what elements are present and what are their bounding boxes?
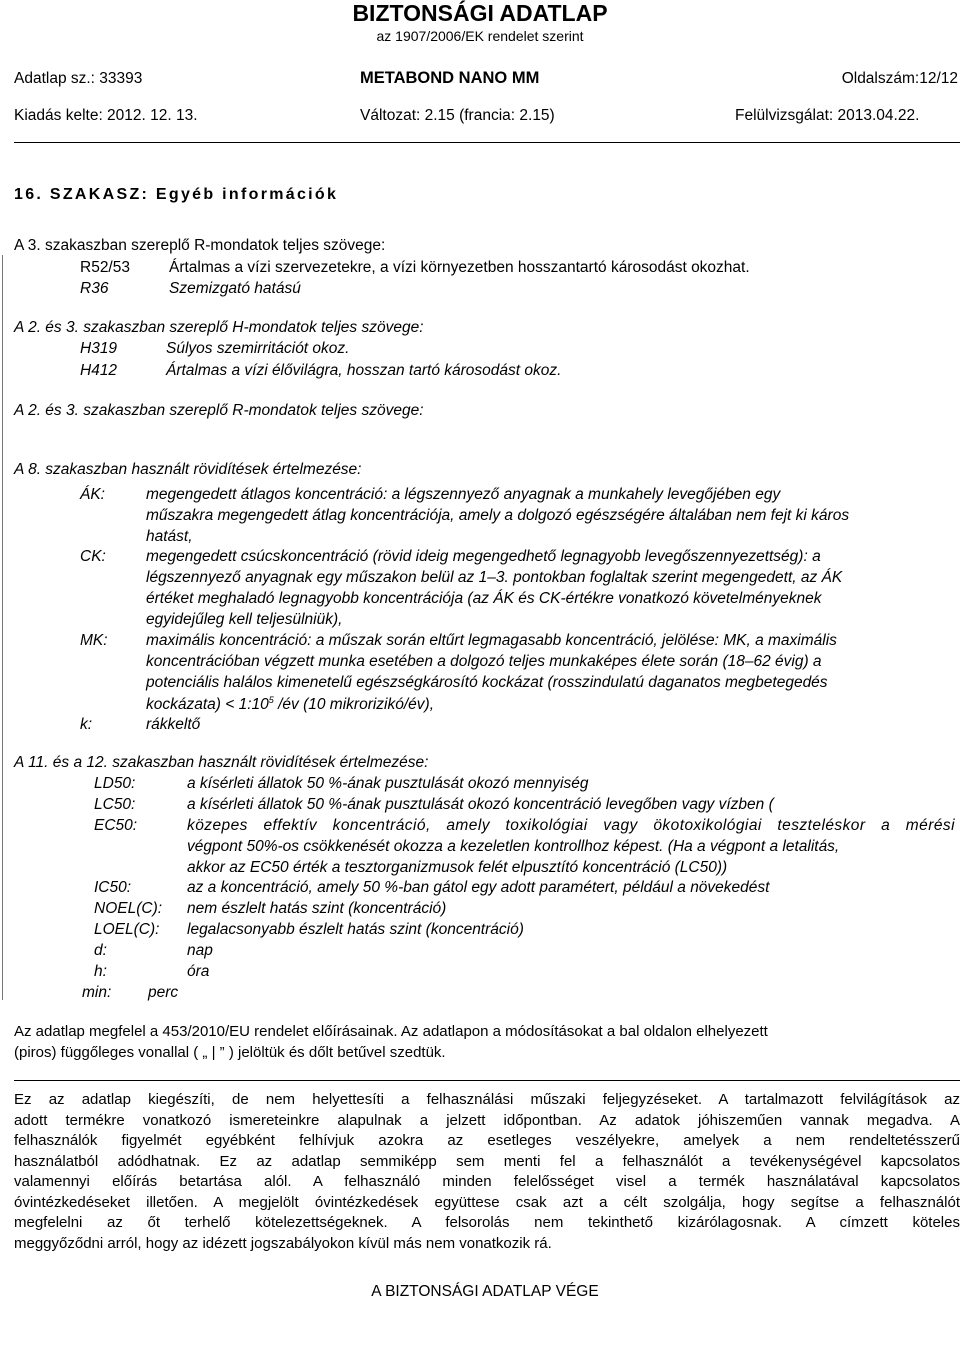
paragraph-line: (piros) függőleges vonallal ( „ | ” ) jelöltük és dőlt betűvel szedtük. [14, 1043, 446, 1061]
abbrev-definition-line: közepes effektív koncentráció, amely toxikológiai vagy ökotoxikológiai teszteléskor a mérési [187, 817, 955, 834]
abbrev-definition-line: koncentrációban végzett munka esetében a dolgozó teljes munkaképes élete során (18–62 évig) a [146, 653, 822, 670]
abbrev-code: min: [82, 984, 112, 1001]
abbrev-definition-line: legalacsonyabb észlelt hatás szint (koncentráció) [187, 921, 524, 938]
abbrev-code: h: [94, 963, 107, 980]
abbrev-definition-line: akkor az EC50 érték a tesztorganizmusok felét elpusztító koncentráció (LC50)) [187, 859, 728, 876]
abbrev-definition-line: a kísérleti állatok 50 %-ának pusztulását okozó mennyiség [187, 775, 589, 792]
r-phrase-code: R52/53 [80, 259, 130, 276]
abbrev-code: CK: [80, 548, 106, 565]
abbrev-definition-line: végpont 50%-os csökkenését okozza a kezeletlen kontrollhoz képest. (Ha a végpont a letalitás, [187, 838, 840, 855]
h-phrase-code: H319 [80, 340, 118, 357]
paragraph-line: valamennyi előírás betartása alól. A felhasználó minden felelősséget visel a termék használatával kapcsolatos [14, 1173, 960, 1190]
abbrev-definition-line: perc [148, 984, 179, 1001]
abbrev-definition-line: hatást, [146, 528, 193, 545]
abbrev-definition-line: maximális koncentráció: a műszak során eltűrt legmagasabb koncentráció, jelölése: MK, a maximális [146, 632, 837, 649]
abbrev-definition-line: nap [187, 942, 213, 959]
r-phrases-2-3-intro: A 2. és 3. szakaszban szereplő R-mondatok teljes szövege: [14, 402, 424, 419]
abbrev-definition-line: a kísérleti állatok 50 %-ának pusztulását okozó koncentráció levegőben vagy vízben ( [187, 796, 774, 813]
abbrev-code: ÁK: [80, 486, 105, 503]
r-phrase-text: Szemizgató hatású [169, 280, 301, 297]
r-phrase-text: Ártalmas a vízi szervezetekre, a vízi környezetben hosszantartó károsodást okozhat. [169, 259, 750, 276]
regulation-subtitle: az 1907/2006/EK rendelet szerint [376, 28, 584, 44]
abbrev11-intro: A 11. és a 12. szakaszban használt rövidítések értelmezése: [14, 754, 429, 771]
abbrev-code: d: [94, 942, 107, 959]
compliance-note [14, 1022, 954, 1063]
paragraph-line: megfelelni az őt terhelő kötelezettségeknek. A felsorolás nem tekinthető kizárólagosnak. A címzett köteles [14, 1214, 960, 1231]
paragraph-line: meggyőződni arról, hogy az idézett jogszabályokon kívül más nem vonatkozik rá. [14, 1234, 552, 1252]
abbrev-code: IC50: [94, 879, 132, 896]
h-phrase-text: Ártalmas a vízi élővilágra, hosszan tartó károsodást okoz. [166, 362, 562, 379]
abbrev-definition-line: értéket meghaladó legnagyobb koncentrációja (az ÁK és CK-értékre vonatkozó követelményeknek [146, 590, 822, 607]
end-of-sheet: A BIZTONSÁGI ADATLAP VÉGE [371, 1283, 599, 1300]
abbrev-definition-line: nem észlelt hatás szint (koncentráció) [187, 900, 447, 917]
exponent: 5 [268, 695, 274, 705]
paragraph-line: adott termékre vonatkozó ismereteinkre alapulnak a jelzett időpontban. Az adatok jóhiszeműen vannak megadva. A [14, 1111, 960, 1129]
paragraph-line: Ez az adatlap kiegészíti, de nem helyettesíti a felhasználási műszaki feljegyzéseket. A tartalmazott felvilágítások az [14, 1091, 960, 1108]
section-heading: 16. SZAKASZ: Egyéb információk [14, 186, 339, 203]
disclaimer-paragraph [14, 1090, 960, 1254]
abbrev-code: NOEL(C): [94, 900, 163, 917]
r-phrase-code: R36 [80, 280, 109, 297]
abbrev-definition-line: műszakra megengedett átlag koncentrációja, amely a dolgozó egészségére általában nem fejt ki káros [146, 507, 850, 524]
header-separator [14, 142, 960, 143]
abbrev-code: EC50: [94, 817, 138, 834]
abbrev-code: LC50: [94, 796, 136, 813]
page-number: Oldalszám:12/12 [841, 70, 958, 87]
abbrev-code: k: [80, 716, 93, 733]
abbrev-definition-line: légszennyező anyagnak egy műszakon belül az 1–3. pontokban foglaltak szerint megengedett, az ÁK [146, 569, 843, 586]
abbrev-definition-line: az a koncentráció, amely 50 %-ban gátol egy adott paramétert, például a növekedést [187, 879, 770, 896]
abbrev-definition-line: potenciális halálos kimenetelű egészségkárosító kockázat (rosszindulatú daganatos megbetegedés [146, 674, 828, 691]
review-date: Felülvizsgálat: 2013.04.22. [735, 107, 920, 124]
abbrev8-intro: A 8. szakaszban használt rövidítések értelmezése: [14, 461, 362, 478]
document-title: BIZTONSÁGI ADATLAP [352, 0, 608, 26]
paragraph-line: felhasználók figyelmét egyébként felhívjuk azokra az esetleges veszélyekre, amelyek a nem rendeltetésszerű [14, 1132, 960, 1149]
abbrev-definition-line: rákkeltő [146, 716, 201, 733]
abbrev-code: MK: [80, 632, 108, 649]
abbrev-definition-line: kockázata) < $1:10^5$ /év (10 mikrorizikó/év), [146, 695, 435, 714]
r-phrases-intro: A 3. szakaszban szereplő R-mondatok teljes szövege: [14, 237, 386, 254]
paragraph-line: óvintézkedéseket illetően. A megjelölt óvintézkedések együttese csak azt a célt szolgálja, hogy segítse a felhasználót [14, 1193, 960, 1211]
h-phrase-text: Súlyos szemirritációt okoz. [166, 340, 350, 357]
revision-bar [2, 255, 3, 1000]
version: Változat: 2.15 (francia: 2.15) [360, 107, 555, 124]
paragraph-line: használatból adódhatnak. Ez az adatlap semmiképp sem menti fel a felhasználót a tevékenységével kapcsolatos [14, 1152, 960, 1170]
abbrev-definition-line: óra [187, 963, 210, 980]
disclaimer-separator [14, 1080, 960, 1081]
abbrev-definition-line: megengedett csúcskoncentráció (rövid ideig megengedhető legnagyobb levegőszennyezettség): a [146, 548, 821, 565]
h-phrase-code: H412 [80, 362, 118, 379]
abbrev-definition-line: egyidejűleg kell teljesülniük), [146, 611, 343, 628]
h-phrases-intro: A 2. és 3. szakaszban szereplő H-mondatok teljes szövege: [14, 319, 424, 336]
paragraph-line: Az adatlap megfelel a 453/2010/EU rendelet előírásainak. Az adatlapon a módosításokat a bal oldalon elhelyezett [14, 1023, 768, 1040]
abbrev-code: LOEL(C): [94, 921, 160, 938]
abbrev-definition-line: megengedett átlagos koncentráció: a légszennyező anyagnak a munkahely levegőjében egy [146, 486, 781, 503]
product-name: METABOND NANO MM [360, 69, 540, 87]
sheet-number: Adatlap sz.: 33393 [14, 70, 143, 87]
issue-date: Kiadás kelte: 2012. 12. 13. [14, 107, 198, 124]
abbrev-code: LD50: [94, 775, 136, 792]
